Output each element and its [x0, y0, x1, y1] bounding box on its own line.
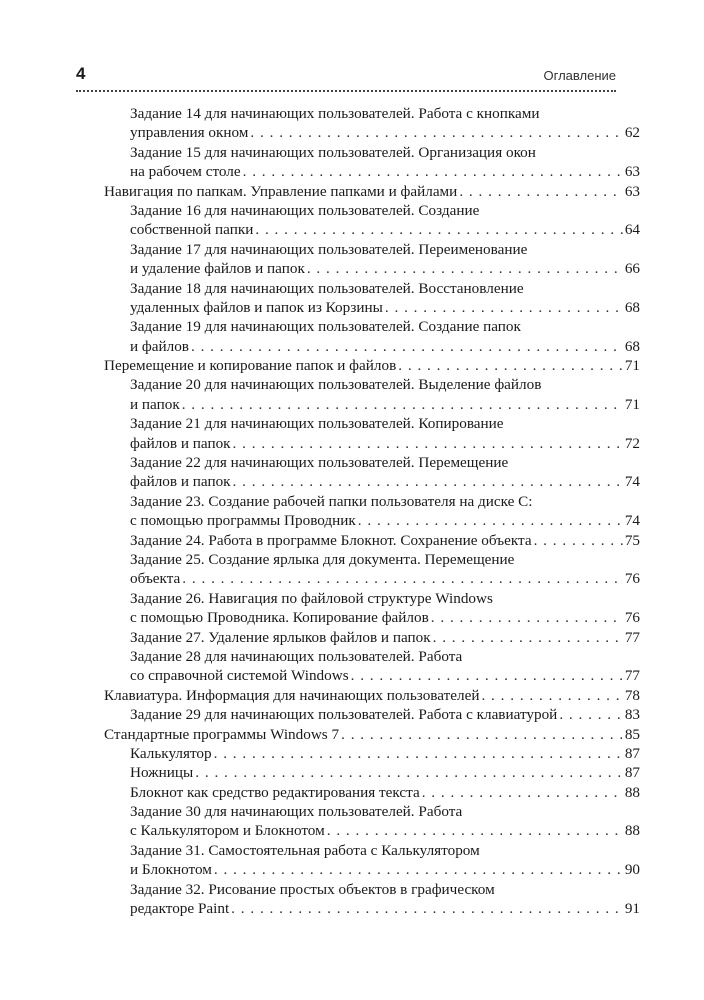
- toc-entry-line: [130, 143, 640, 162]
- dot-leader: [398, 356, 623, 375]
- toc-page-number: 71: [624, 395, 640, 413]
- toc-entry-line: [130, 569, 640, 588]
- toc-subsection-entry: [104, 783, 640, 802]
- toc-entry-line: [130, 550, 640, 569]
- toc-entry-line: [130, 705, 640, 724]
- toc-subsection-entry: [104, 414, 640, 453]
- toc-entry-line: [104, 356, 640, 375]
- dot-leader: [233, 472, 623, 491]
- toc-entry-title: и удаление файлов и папок: [130, 260, 305, 278]
- toc-page-number: 83: [624, 706, 640, 724]
- toc-page-number: 76: [624, 609, 640, 627]
- toc-entry-line: [130, 317, 640, 336]
- toc-subsection-entry: [104, 104, 640, 143]
- dot-leader: [231, 899, 623, 918]
- dot-leader: [341, 725, 623, 744]
- toc-subsection-entry: [104, 550, 640, 589]
- toc-entry-line: [130, 783, 640, 802]
- toc-entry-title: Задание 23. Создание рабочей папки пользователя на диске С:: [130, 492, 533, 510]
- toc-entry-line: [130, 666, 640, 685]
- toc-entry-line: [130, 414, 640, 433]
- toc-subsection-entry: [104, 492, 640, 531]
- toc-section-entry: [104, 182, 640, 201]
- toc-entry-title: собственной папки: [130, 221, 254, 239]
- dot-leader: [534, 531, 623, 550]
- toc-entry-line: [130, 647, 640, 666]
- toc-page-number: 63: [624, 163, 640, 181]
- toc-entry-title: Задание 18 для начинающих пользователей. Восстановление: [130, 279, 524, 297]
- toc-entry-line: [130, 802, 640, 821]
- toc-entry-title: Задание 30 для начинающих пользователей. Работа: [130, 803, 463, 821]
- toc-entry-title: и папок: [130, 395, 180, 413]
- toc-entry-line: [130, 123, 640, 142]
- dot-leader: [250, 123, 622, 142]
- page-number: 4: [76, 64, 86, 83]
- toc-entry-line: [130, 220, 640, 239]
- toc-entry-title: Задание 21 для начинающих пользователей. Копирование: [130, 415, 504, 433]
- toc-page-number: 71: [624, 357, 640, 375]
- toc-entry-line: [130, 628, 640, 647]
- toc-subsection-entry: [104, 375, 640, 414]
- toc-entry-line: [130, 531, 640, 550]
- toc-entry-title: Задание 20 для начинающих пользователей. Выделение файлов: [130, 376, 542, 394]
- toc-page-number: 85: [624, 725, 640, 743]
- toc-subsection-entry: [104, 317, 640, 356]
- toc-page-number: 68: [624, 298, 640, 316]
- dot-leader: [385, 298, 623, 317]
- toc-page-number: 88: [624, 783, 640, 801]
- toc-subsection-entry: [104, 240, 640, 279]
- toc-subsection-entry: [104, 453, 640, 492]
- toc-entry-title: с помощью программы Проводник: [130, 512, 356, 530]
- dot-leader: [433, 628, 623, 647]
- toc-entry-line: [130, 511, 640, 530]
- toc-entry-title: Калькулятор: [130, 744, 212, 762]
- toc-entry-title: Задание 14 для начинающих пользователей. Работа с кнопками: [130, 105, 540, 122]
- toc-entry-title: Задание 22 для начинающих пользователей. Перемещение: [130, 454, 509, 472]
- toc-entry-title: с помощью Проводника. Копирование файлов: [130, 609, 429, 627]
- running-section-title: Оглавление: [543, 68, 616, 83]
- toc-subsection-entry: [104, 143, 640, 182]
- toc-entry-line: [130, 259, 640, 278]
- toc-entry-title: редакторе Paint: [130, 900, 230, 918]
- dot-leader: [481, 686, 622, 705]
- toc-entry-line: [130, 337, 640, 356]
- toc-entry-title: с Калькулятором и Блокнотом: [130, 822, 325, 840]
- toc-entry-title: Задание 27. Удаление ярлыков файлов и папок: [130, 628, 431, 646]
- toc-subsection-entry: [104, 744, 640, 763]
- dot-leader: [243, 162, 623, 181]
- toc-entry-line: [130, 375, 640, 394]
- dot-leader: [182, 395, 623, 414]
- dot-leader: [431, 608, 623, 627]
- dot-leader: [255, 220, 622, 239]
- toc-entry-line: [130, 744, 640, 763]
- dot-leader: [459, 182, 623, 201]
- toc-entry-title: управления окном: [130, 124, 249, 142]
- toc-entry-line: [130, 453, 640, 472]
- toc-entry-line: [130, 589, 640, 608]
- toc-page-number: 87: [624, 744, 640, 762]
- toc-entry-line: [104, 725, 640, 744]
- toc-entry-title: Задание 15 для начинающих пользователей. Организация окон: [130, 143, 536, 161]
- toc-entry-line: [130, 162, 640, 181]
- toc-entry-line: [130, 298, 640, 317]
- toc-section-entry: [104, 356, 640, 375]
- toc-subsection-entry: [104, 201, 640, 240]
- toc-entry-title: Задание 17 для начинающих пользователей. Переименование: [130, 240, 528, 258]
- toc-page-number: 62: [624, 124, 640, 142]
- toc-entry-title: файлов и папок: [130, 434, 231, 452]
- toc-page-number: 74: [624, 512, 640, 530]
- toc-entry-title: со справочной системой Windows: [130, 667, 349, 685]
- toc-entry-line: [130, 395, 640, 414]
- toc-page-number: 87: [624, 764, 640, 782]
- toc-entry-title: Блокнот как средство редактирования текста: [130, 783, 420, 801]
- dot-leader: [422, 783, 623, 802]
- toc-entry-title: Задание 32. Рисование простых объектов в графическом: [130, 880, 495, 898]
- toc-entry-title: Задание 26. Навигация по файловой структуре Windows: [130, 589, 493, 607]
- dot-leader: [358, 511, 623, 530]
- toc-entry-title: и файлов: [130, 337, 189, 355]
- running-header: [76, 66, 616, 92]
- toc-entry-line: [130, 821, 640, 840]
- table-of-contents: [104, 104, 640, 918]
- toc-section-entry: [104, 725, 640, 744]
- toc-subsection-entry: [104, 279, 640, 318]
- toc-entry-title: Ножницы: [130, 764, 194, 782]
- toc-entry-title: Навигация по папкам. Управление папками и файлами: [104, 182, 458, 200]
- toc-entry-line: [130, 608, 640, 627]
- dot-leader: [351, 666, 623, 685]
- toc-entry-title: Перемещение и копирование папок и файлов: [104, 357, 397, 375]
- toc-subsection-entry: [104, 589, 640, 628]
- toc-entry-line: [130, 240, 640, 259]
- toc-subsection-entry: [104, 647, 640, 686]
- toc-page-number: 91: [624, 900, 640, 918]
- toc-entry-title: Задание 28 для начинающих пользователей. Работа: [130, 647, 463, 665]
- toc-entry-title: удаленных файлов и папок из Корзины: [130, 298, 383, 316]
- toc-page-number: 63: [624, 182, 640, 200]
- header-dotted-rule: [76, 90, 616, 92]
- toc-subsection-entry: [104, 763, 640, 782]
- toc-entry-line: [104, 686, 640, 705]
- toc-section-entry: [104, 686, 640, 705]
- toc-entry-line: [130, 434, 640, 453]
- toc-subsection-entry: [104, 802, 640, 841]
- toc-subsection-entry: [104, 531, 640, 550]
- toc-page-number: 76: [624, 570, 640, 588]
- toc-entry-title: файлов и папок: [130, 473, 231, 491]
- toc-entry-line: [130, 841, 640, 860]
- dot-leader: [214, 860, 623, 879]
- toc-entry-line: [130, 763, 640, 782]
- toc-page-number: 75: [624, 531, 640, 549]
- toc-subsection-entry: [104, 628, 640, 647]
- toc-entry-title: Задание 31. Самостоятельная работа с Калькулятором: [130, 841, 480, 859]
- toc-entry-title: Стандартные программы Windows 7: [104, 725, 340, 743]
- toc-entry-line: [130, 104, 640, 123]
- dot-leader: [191, 337, 623, 356]
- toc-entry-title: и Блокнотом: [130, 861, 212, 879]
- toc-subsection-entry: [104, 841, 640, 880]
- dot-leader: [195, 763, 623, 782]
- toc-page-number: 77: [624, 628, 640, 646]
- toc-entry-line: [130, 492, 640, 511]
- toc-entry-line: [130, 899, 640, 918]
- toc-entry-line: [130, 472, 640, 491]
- toc-page-number: 74: [624, 473, 640, 491]
- toc-entry-title: Задание 25. Создание ярлыка для документа. Перемещение: [130, 550, 515, 568]
- toc-entry-title: Задание 29 для начинающих пользователей. Работа с клавиатурой: [130, 706, 558, 724]
- toc-page-number: 64: [624, 221, 640, 239]
- dot-leader: [182, 569, 623, 588]
- toc-page-number: 88: [624, 822, 640, 840]
- toc-entry-line: [130, 279, 640, 298]
- toc-page-number: 77: [624, 667, 640, 685]
- toc-entry-line: [130, 201, 640, 220]
- toc-entry-line: [104, 182, 640, 201]
- toc-entry-title: на рабочем столе: [130, 163, 241, 181]
- toc-page-number: 68: [624, 337, 640, 355]
- toc-entry-line: [130, 860, 640, 879]
- toc-subsection-entry: [104, 705, 640, 724]
- dot-leader: [233, 434, 623, 453]
- toc-page-number: 78: [624, 686, 640, 704]
- toc-entry-title: объекта: [130, 570, 181, 588]
- toc-entry-line: [130, 880, 640, 899]
- dot-leader: [307, 259, 623, 278]
- toc-page-number: 90: [624, 861, 640, 879]
- dot-leader: [559, 705, 623, 724]
- toc-entry-title: Задание 19 для начинающих пользователей. Создание папок: [130, 318, 521, 336]
- dot-leader: [327, 821, 623, 840]
- toc-page-number: 66: [624, 260, 640, 278]
- toc-entry-title: Клавиатура. Информация для начинающих пользователей: [104, 686, 480, 704]
- toc-entry-title: Задание 24. Работа в программе Блокнот. Сохранение объекта: [130, 531, 532, 549]
- toc-subsection-entry: [104, 880, 640, 919]
- toc-entry-title: Задание 16 для начинающих пользователей. Создание: [130, 201, 480, 219]
- dot-leader: [214, 744, 623, 763]
- toc-page-number: 72: [624, 434, 640, 452]
